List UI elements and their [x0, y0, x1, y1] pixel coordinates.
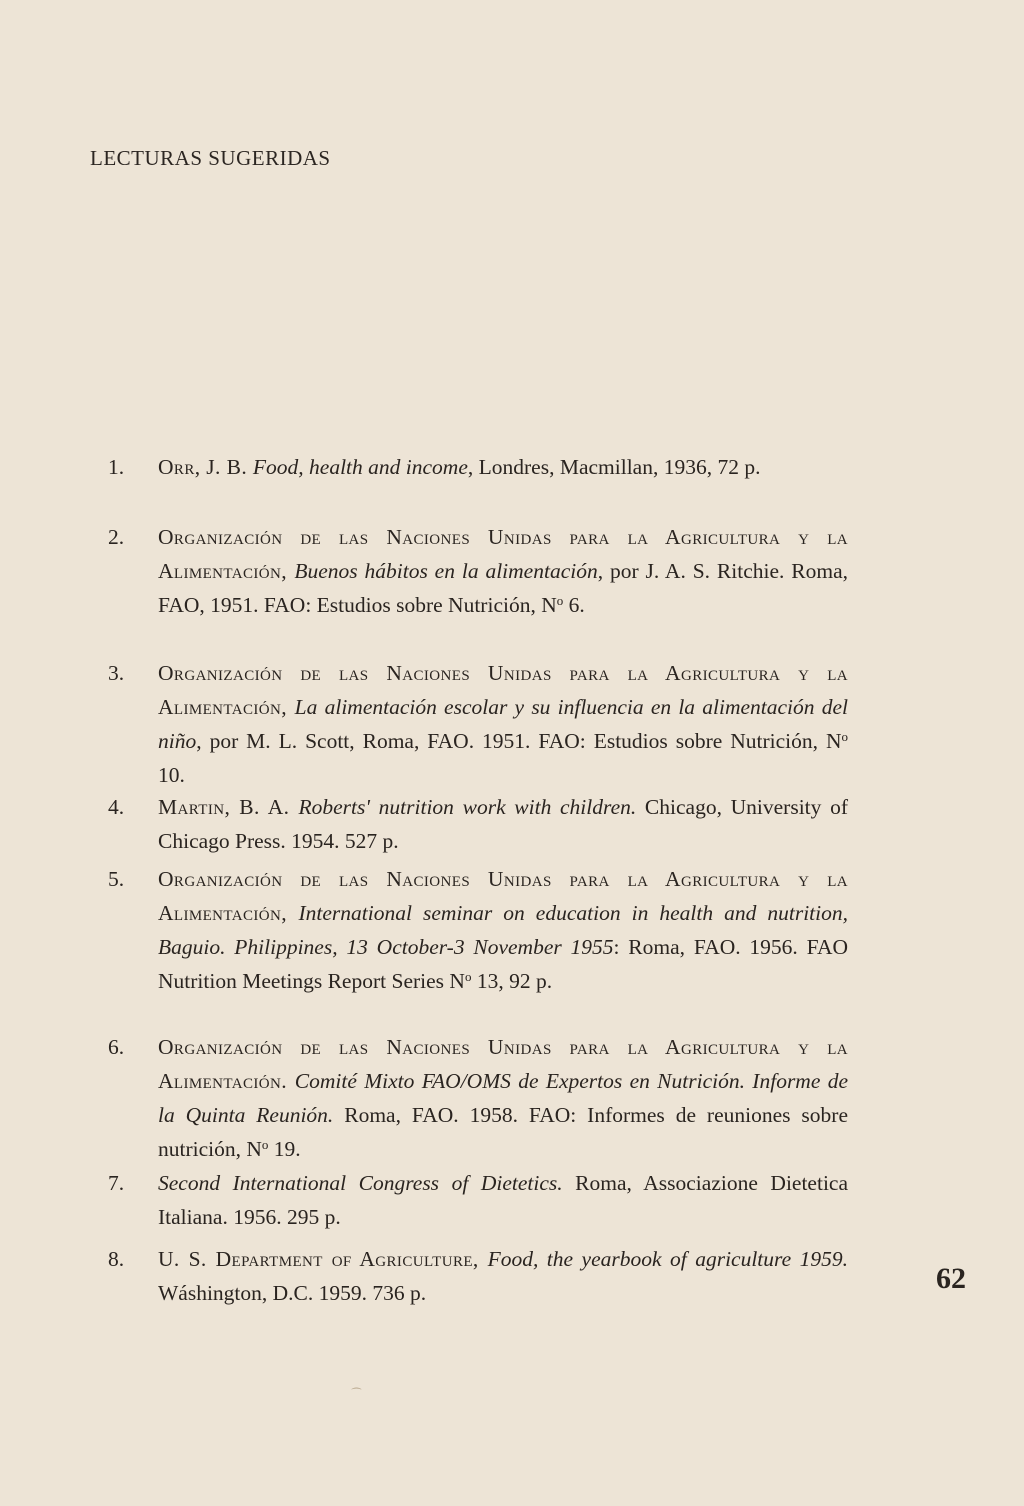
reference-detail: o: [556, 593, 564, 608]
reference-number: 2.: [108, 525, 125, 549]
reference-text: [158, 1166, 848, 1234]
reference-item: [108, 656, 848, 792]
reference-detail: Roma, Associazione Dietetica Italiana. 1956. 295 p.: [158, 1171, 849, 1229]
reference-title: Comité Mixto FAO/OMS de Expertos en Nutrición. Informe de la Quinta Reunión.: [158, 1069, 848, 1127]
reference-detail: o: [261, 1137, 269, 1152]
reference-author: Organización de las Naciones Unidas para la Agricultura y la Alimentación.: [158, 1035, 848, 1093]
paper-mark: ⁀: [352, 1389, 361, 1401]
reference-author: Organización de las Naciones Unidas para la Agricultura y la Alimentación,: [158, 867, 848, 925]
reference-detail: , por M. L. Scott, Roma, FAO. 1951. FAO: Estudios sobre Nutrición, N: [196, 729, 842, 753]
reference-item: [108, 862, 848, 998]
reference-author: Organización de las Naciones Unidas para la Agricultura y la Alimentación,: [158, 525, 848, 583]
reference-detail: Wáshington, D.C. 1959. 736 p.: [158, 1281, 427, 1305]
reference-author: U. S. Department of Agriculture,: [158, 1247, 488, 1271]
reference-title: International seminar on education in health and nutrition, Baguio. Philippines, 13 October-3 November 1955: [158, 901, 849, 959]
reference-detail: : Roma, FAO. 1956. FAO Nutrition Meetings Report Series N: [158, 935, 848, 993]
reference-number: 5.: [108, 867, 125, 891]
page-number: 62: [936, 1262, 966, 1295]
reference-title: Buenos hábitos en la alimentación: [294, 559, 598, 583]
reference-title: Food, health and income: [252, 455, 468, 479]
reference-detail: Roma, FAO. 1958. FAO: Informes de reuniones sobre nutrición, N: [158, 1103, 848, 1161]
reference-detail: 13, 92 p.: [471, 969, 553, 993]
reference-text: [158, 520, 848, 622]
reference-text: [158, 1030, 848, 1166]
reference-title: La alimentación escolar y su influencia en la alimentación del niño: [158, 695, 849, 753]
reference-item: [108, 450, 848, 484]
reference-item: [108, 790, 848, 858]
reference-item: [108, 1030, 848, 1166]
reference-item: [108, 520, 848, 622]
reference-detail: , Londres, Macmillan, 1936, 72 p.: [467, 455, 761, 479]
reference-item: [108, 1166, 848, 1234]
reference-detail: 6.: [563, 593, 585, 617]
reference-number: 6.: [108, 1035, 125, 1059]
reference-title: Roberts' nutrition work with children.: [298, 795, 637, 819]
reference-number: 7.: [108, 1171, 125, 1195]
reference-item: [108, 1242, 848, 1310]
reference-detail: 19.: [268, 1137, 301, 1161]
reference-author: Orr, J. B.: [158, 455, 253, 479]
reference-detail: o: [841, 729, 848, 744]
reference-number: 1.: [108, 455, 125, 479]
reference-number: 3.: [108, 661, 125, 685]
reference-number: 8.: [108, 1247, 125, 1271]
reference-author: Organización de las Naciones Unidas para la Agricultura y la Alimentación,: [158, 661, 848, 719]
reference-detail: 10.: [158, 763, 185, 787]
reference-detail: Chicago, University of Chicago Press. 1954. 527 p.: [158, 795, 848, 853]
reference-title: Second International Congress of Dietetics.: [158, 1171, 563, 1195]
reference-number: 4.: [108, 795, 125, 819]
reference-title: Food, the yearbook of agriculture 1959.: [487, 1247, 848, 1271]
page-heading: LECTURAS SUGERIDAS: [90, 146, 331, 170]
reference-text: [158, 862, 848, 998]
reference-author: Martin, B. A.: [158, 795, 299, 819]
reference-detail: o: [464, 969, 472, 984]
reference-detail: , por J. A. S. Ritchie. Roma, FAO, 1951. FAO: Estudios sobre Nutrición, N: [158, 559, 848, 617]
reference-text: [158, 790, 848, 858]
reference-text: [158, 450, 848, 484]
reference-text: [158, 656, 848, 792]
reference-text: [158, 1242, 848, 1310]
